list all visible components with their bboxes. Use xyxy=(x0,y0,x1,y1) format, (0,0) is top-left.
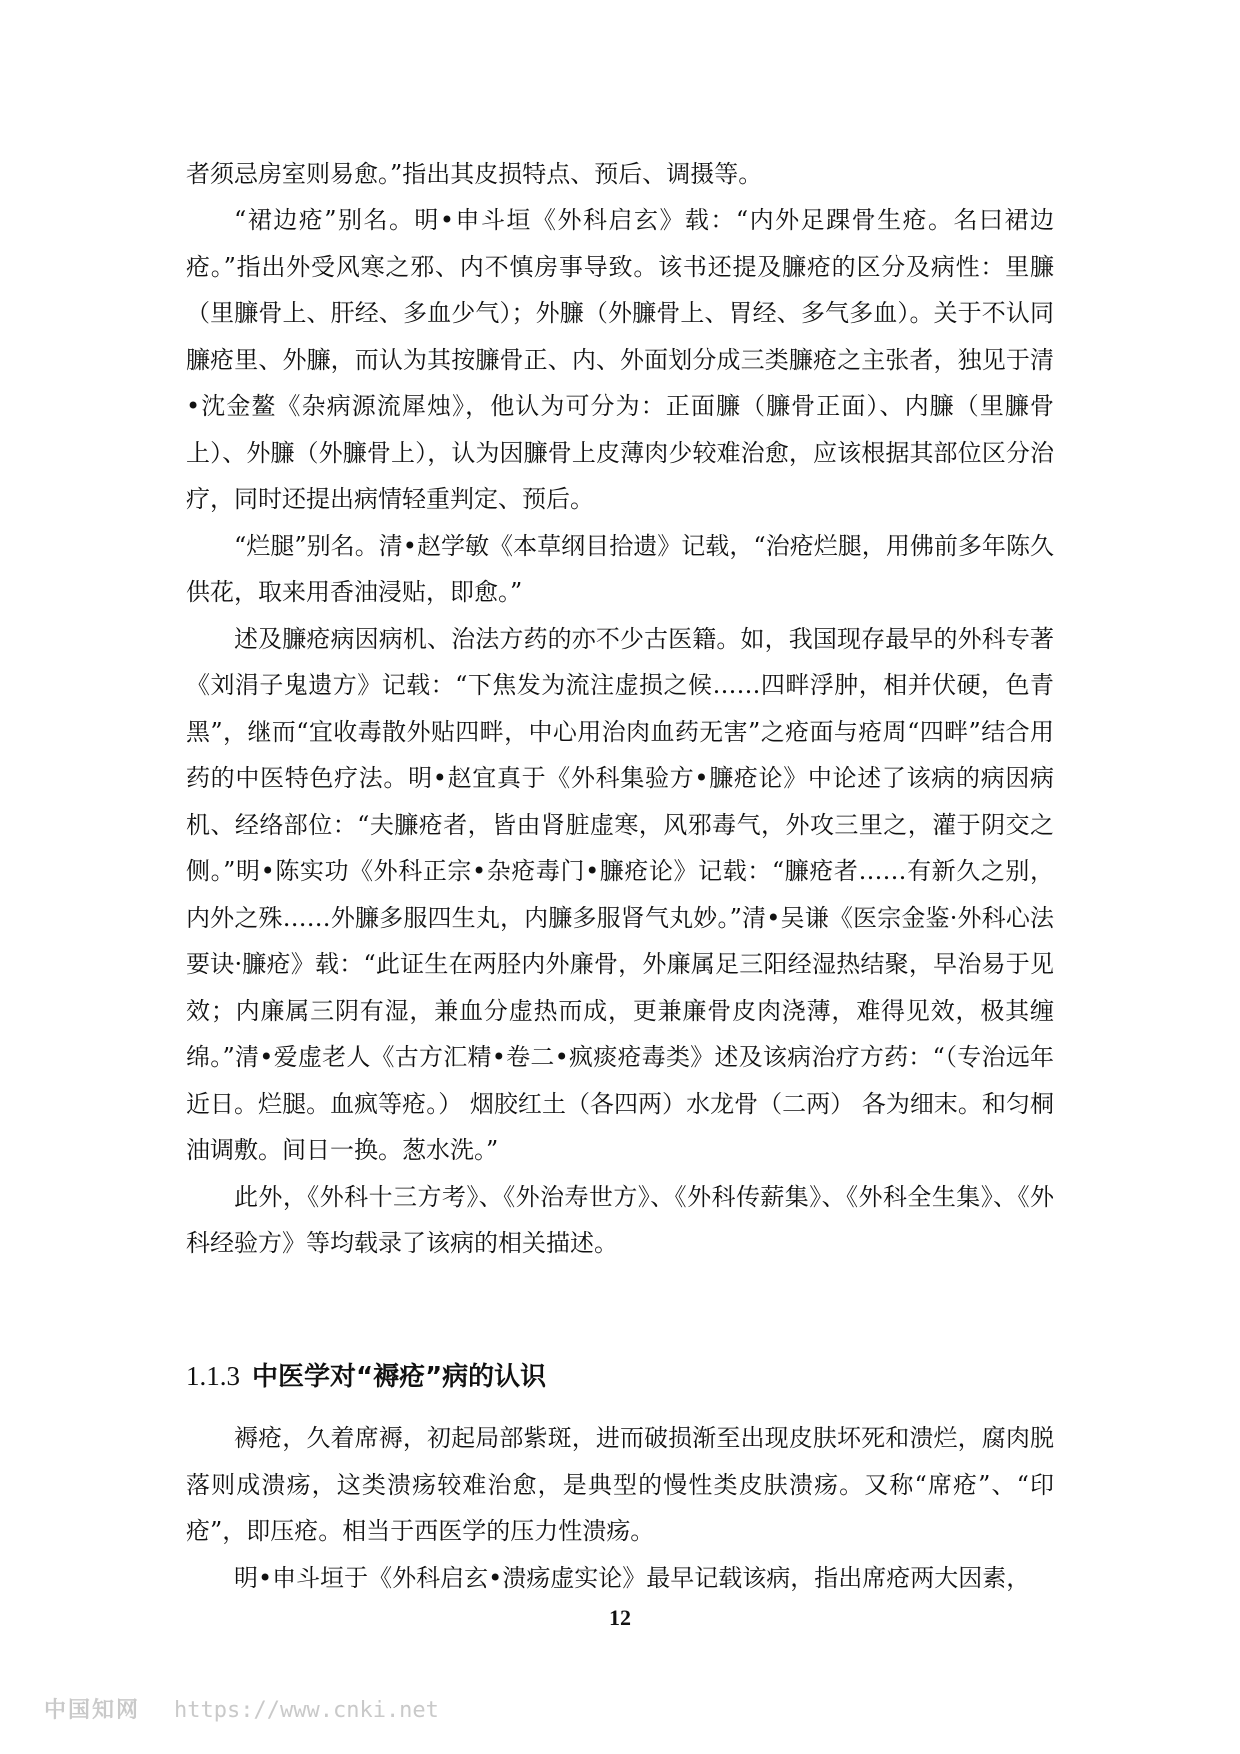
paragraph-rouchuang-history: 明•申斗垣于《外科启玄•溃疡虚实论》最早记载该病，指出席疮两大因素， xyxy=(234,1563,1031,1592)
body-text-block xyxy=(186,197,1054,1267)
document-page xyxy=(186,0,1054,1754)
page-number: 12 xyxy=(609,1605,631,1630)
paragraph-lantui: “烂腿”别名。清•赵学敏《本草纲目拾遗》记载，“治疮烂腿，用佛前多年陈久供花，取来用香油浸贴，即愈。” xyxy=(186,531,1054,606)
section-heading xyxy=(186,1356,1054,1397)
paragraph-continued: 者须忌房室则易愈。”指出其皮损特点、预后、调摄等。 xyxy=(186,160,763,188)
section-body-block xyxy=(186,1415,1054,1601)
paragraph-rouchuang-definition: 褥疮，久着席褥，初起局部紫斑，进而破损渐至出现皮肤坏死和溃烂，腐肉脱落则成溃疡，这类溃疡较难治愈，是典型的慢性类皮肤溃疡。又称“席疮”、“印疮”，即压疮。相当于西医学的压力性溃疡。 xyxy=(186,1424,1054,1545)
paragraph-etiology-classics: 述及臁疮病因病机、治法方药的亦不少古医籍。如，我国现存最早的外科专著《刘涓子鬼遗方》记载：“下焦发为流注虚损之候……四畔浮肿，相并伏硬，色青黑”，继而“宜收毒散外贴四畔，中心用治肉血药无害”之疮面与疮周“四畔”结合用药的中医特色疗法。明•赵宜真于《外科集验方•臁疮论》中论述了该病的病因病机、经络部位：“夫臁疮者，皆由肾脏虚寒，风邪毒气，外攻三里之，灌于阴交之侧。”明•陈实功《外科正宗•杂疮毒门•臁疮论》记载：“臁疮者……有新久之别，内外之殊……外臁多服四生丸，内臁多服肾气丸妙。”清•吴谦《医宗金鉴·外科心法要诀·臁疮》载：“此证生在两胫内外廉骨，外廉属足三阳经湿热结聚，早治易于见效；内廉属三阴有湿，兼血分虚热而成，更兼廉骨皮肉浇薄，难得见效，极其缠绵。”清•爱虚老人《古方汇精•卷二•疯痰疮毒类》述及该病治疗方药：“（专治远年近日。烂腿。血疯等疮。） 烟胶红土（各四两）水龙骨（二两） 各为细末。和匀桐油调敷。间日一换。葱水洗。” xyxy=(186,624,1054,1164)
section-title: 中医学对“褥疮”病的认识 xyxy=(252,1362,547,1392)
paragraph-qunbianchuang: “裙边疮”别名。明•申斗垣《外科启玄》载：“内外足踝骨生疮。名曰裙边疮。”指出外受风寒之邪、内不慎房事导致。该书还提及臁疮的区分及病性：里臁（里臁骨上、肝经、多血少气）；外臁（外臁骨上、胃经、多气多血）。关于不认同臁疮里、外臁，而认为其按臁骨正、内、外面划分成三类臁疮之主张者，独见于清•沈金鳌《杂病源流犀烛》，他认为可分为：正面臁（臁骨正面）、内臁（里臁骨上）、外臁（外臁骨上），认为因臁骨上皮薄肉少较难治愈，应该根据其部位区分治疗，同时还提出病情轻重判定、预后。 xyxy=(186,206,1054,513)
section-number: 1.1.3 xyxy=(186,1361,240,1391)
cnki-brand: 中国知网 xyxy=(44,1698,141,1723)
watermark-footer xyxy=(44,1697,439,1725)
paragraph-other-texts: 此外，《外科十三方考》、《外治寿世方》、《外科传薪集》、《外科全生集》、《外科经验方》等均载录了该病的相关描述。 xyxy=(186,1182,1054,1257)
cnki-url: https://www.cnki.net xyxy=(174,1698,439,1723)
